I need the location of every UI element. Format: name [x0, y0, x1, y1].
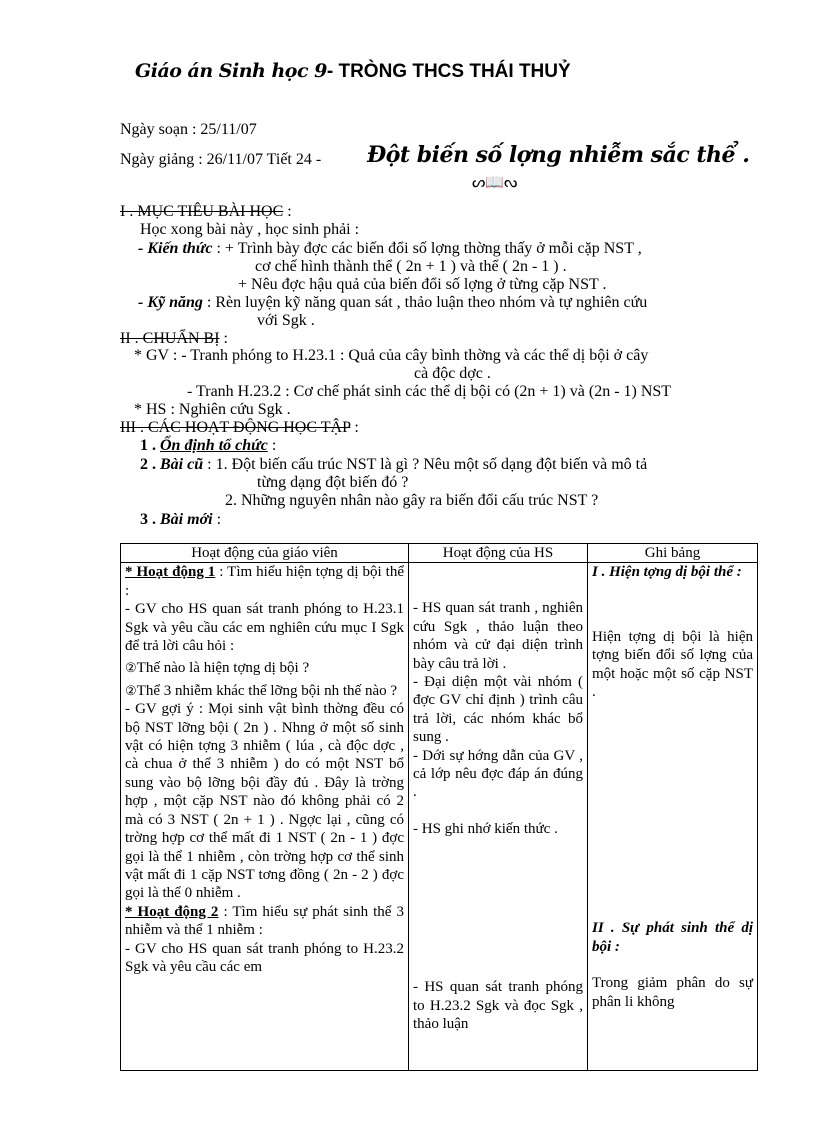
kien-thuc-line3: + Nêu đợc hậu quả của biến đổi số lợng ở từng cặp NST .: [238, 276, 607, 293]
item3-rest: :: [212, 511, 222, 528]
header-subject: Giáo án Sinh học 9: [135, 60, 327, 82]
kien-thuc-line1: [138, 240, 642, 258]
hd2-title: * Hoạt động 2: [125, 903, 219, 920]
hd1-paragraph: [125, 563, 404, 600]
header-school: - TRÒNG THCS THÁI THUỶ: [326, 61, 571, 82]
kien-thuc-text1: : + Trình bày đợc các biến đổi số lợng thờng thấy ở mỗi cặp NST ,: [212, 240, 642, 257]
item3-line: [140, 511, 221, 529]
item1-label: Ổn định tổ chức: [160, 437, 268, 454]
item1-rest: :: [267, 437, 277, 454]
header-gv: Hoạt động của giáo viên: [121, 544, 409, 563]
kien-thuc-label: - Kiến thức: [138, 240, 213, 257]
section2-heading-line: [120, 330, 228, 348]
ngay-giang: Ngày giảng : 26/11/07 Tiết 24 -: [120, 151, 322, 168]
kien-thuc-line2: cơ chế hình thành thể ( 2n + 1 ) và thể ( 2n - 1 ) .: [255, 258, 567, 275]
gv-cell: [121, 563, 409, 1071]
table-row: [121, 563, 758, 1071]
ngay-soan: Ngày soạn : 25/11/07: [120, 121, 257, 138]
item3-num: 3 .: [140, 511, 156, 528]
gb-heading2: II . Sự phát sinh thể dị bội :: [592, 920, 753, 955]
section2-colon: :: [219, 330, 228, 347]
gb-p2: Trong giảm phân do sự phân li không: [592, 975, 753, 1010]
gv-prep-line3: - Tranh H.23.2 : Cơ chế phát sinh các thể dị bội có (2n + 1) và (2n - 1) NST: [187, 383, 672, 400]
gv-p1: - GV cho HS quan sát tranh phóng to H.23.1 Sgk và yêu cầu các em nghiên cứu mục I Sgk để trả lời câu hỏi :: [125, 601, 404, 655]
item2-rest: : 1. Đột biến cấu trúc NST là gì ? Nêu một số dạng đột biến và mô tả: [203, 456, 648, 473]
gb-p1: Hiện tợng dị bội là hiện tợng biến đổi số lợng của một hoặc một số cặp NST .: [592, 628, 753, 701]
gb-heading1: I . Hiện tợng dị bội thể :: [592, 564, 742, 581]
gv-prep-line1: * GV : - Tranh phóng to H.23.1 : Quả của cây bình thờng và các thể dị bội ở cây: [134, 347, 649, 364]
gv-q2-text: Thể 3 nhiễm khác thể lỡng bội nh thế nào ?: [136, 682, 398, 699]
hs-p5: - HS quan sát tranh phóng to H.23.2 Sgk và đọc Sgk , thảo luận: [413, 979, 583, 1033]
table-header-row: [121, 544, 758, 563]
hs-cell: [409, 563, 588, 1071]
item2-line2: từng dạng đột biến đó ?: [257, 474, 409, 491]
item2-line: [140, 456, 647, 474]
hd1-title: * Hoạt động 1: [125, 564, 216, 581]
hd2-rest: : Tìm hiểu sự phát sinh thể 3 nhiễm và thể 1 nhiễm :: [125, 903, 404, 939]
ky-nang-text1: : Rèn luyện kỹ năng quan sát , thảo luận theo nhóm và tự nghiên cứu: [202, 294, 648, 311]
ghi-bang-cell: [588, 563, 758, 1071]
question-mark-icon: ②: [125, 682, 137, 698]
lesson-title: Đột biến số lợng nhiễm sắc thể .: [367, 142, 750, 168]
gv-p3: - GV cho HS quan sát tranh phóng to H.23.2 Sgk và yêu cầu các em: [125, 940, 404, 975]
hs-p2: - Đại diện một vài nhóm ( đợc GV chỉ định ) trình câu trả lời, các nhóm khác bổ sung .: [413, 674, 583, 746]
hs-p3: - Dới sự hớng dẫn của GV , cả lớp nêu đợc đáp án đúng .: [413, 747, 583, 801]
section1-heading-line: [120, 203, 292, 221]
gv-q1-text: Thế nào là hiện tợng dị bội ?: [136, 660, 310, 677]
activities-table: [120, 543, 758, 1071]
gv-q1: [125, 659, 404, 677]
section3-heading-line: [120, 419, 359, 437]
hd1-rest: : Tìm hiểu hiện tợng dị bội thể :: [125, 564, 404, 599]
hs-p4: - HS ghi nhớ kiến thức .: [413, 820, 558, 837]
question-mark-icon: ②: [125, 660, 137, 676]
section3-heading: III . CÁC HOẠT ĐỘNG HỌC TẬP: [120, 419, 351, 436]
ornament-glyphs: ᔕ📖ᔓ: [472, 175, 518, 191]
item1-num: 1 .: [140, 437, 156, 454]
header-hs: Hoạt động của HS: [409, 544, 588, 563]
item1-line: [140, 437, 276, 455]
gv-p2: - GV gợi ý : Mọi sinh vật bình thờng đều có bộ NST lỡng bội ( 2n ) . Nhng ở một số sinh vật có hiện tợng 3 nhiễm ( lúa , cà độc dợc , cà chua ở thể 3 nhiễm ) do có một NST bổ sung vào bộ lỡng bội đầy đủ . Đây là trờng hợp , một cặp NST nào đó không phải có 2 mà có 3 NST ( 2n + 1 ) . Ngợc lại , cũng có trờng hợp cơ thể mất đi 1 NST ( 2n - 1 ) đợc gọi là thể 1 nhiễm , còn trờng hợp cơ thể sinh vật mất đi 1 cặp NST tơng đồng ( 2n - 2 ) đợc gọi là thể 0 nhiễm .: [125, 701, 404, 902]
item3-label: Bài mới: [160, 511, 213, 528]
section1-colon: :: [283, 203, 292, 220]
section2-heading: II . CHUẨN BỊ: [120, 330, 220, 347]
hd2-paragraph: [125, 903, 404, 940]
ky-nang-label: - Kỹ năng: [138, 294, 203, 311]
item2-label: Bài cũ: [160, 456, 204, 473]
section3-colon: :: [350, 419, 359, 436]
header-ghi-bang: Ghi bảng: [588, 544, 758, 563]
gv-q2: [125, 682, 404, 700]
item2-line3: 2. Những nguyên nhân nào gây ra biến đổi cấu trúc NST ?: [225, 492, 599, 509]
ornament: [472, 173, 517, 192]
section1-intro: Học xong bài này , học sinh phải :: [140, 221, 360, 238]
ky-nang-line2: với Sgk .: [257, 312, 315, 329]
gv-prep-line2: cà độc dợc .: [414, 365, 491, 382]
item2-num: 2 .: [140, 456, 156, 473]
section1-heading: I . MỤC TIÊU BÀI HỌC: [120, 203, 284, 220]
ky-nang-line1: [138, 294, 647, 312]
hs-prep-line: * HS : Nghiên cứu Sgk .: [134, 401, 291, 418]
page-header: [135, 60, 571, 90]
hs-p1: - HS quan sát tranh , nghiên cứu Sgk , thảo luận theo nhóm và cử đại diện trình bày câu trả lời .: [413, 600, 583, 672]
